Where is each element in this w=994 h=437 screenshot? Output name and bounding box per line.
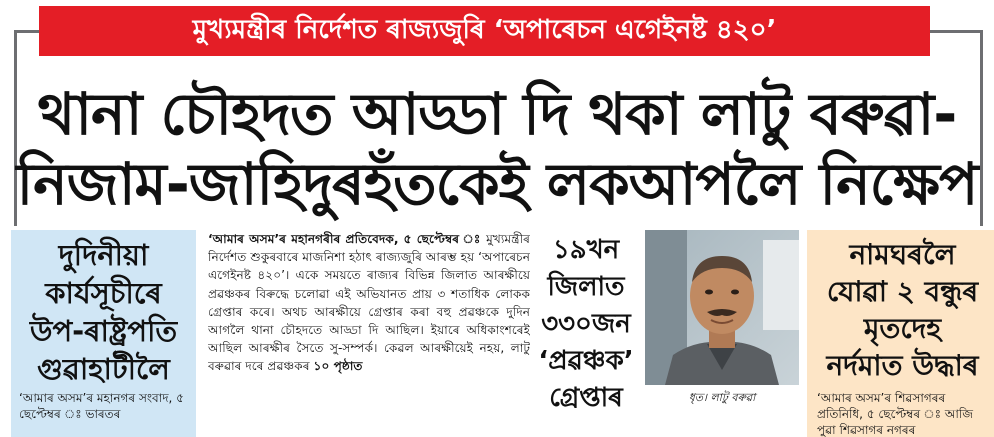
center-story-line: ‘প্ৰৱঞ্চক’ — [538, 346, 634, 376]
center-story-line: ১৯খন — [552, 235, 620, 265]
left-story-title-line: দুদিনীয়া — [58, 238, 149, 272]
left-story-title-line: কাৰ্যসূচীৰে — [45, 276, 162, 310]
right-story-title-line: মৃতদেহ — [863, 312, 942, 345]
photo-caption: ধৃত। লাটু বৰুৱা — [688, 391, 756, 404]
suspect-photo-image — [645, 230, 799, 385]
article-body: মুখ্যমন্ত্ৰীৰ নিৰ্দেশত শুকুৰবাৰে মাজনিশা হঠাৎ ৰাজ্যজুৰি আৰম্ভ হয় ‘অপাৰেচন এগেইনষ্ট ৪২০’। একে সময়তে ৰাজ্যৰ বিভিন্ন জিলাত আৰক্ষীয়ে প্ৰৱঞ্চকৰ বিৰুদ্ধে চলোৱা এই অভিযানত প্ৰায় ৩ শতাধিক লোকক গ্ৰেপ্তাৰ কৰে। অথচ আৰক্ষীয়ে গ্ৰেপ্তাৰ কৰা বহু প্ৰৱঞ্চকে দুদিন আগলৈ থানা চৌহদতে আড্ডা দি আছিল। ইয়াৰে অধিকাংশৰেই আছিল আৰক্ষীৰ সৈতে সু-সম্পৰ্ক। কেৱল আৰক্ষীয়েই নহয়, লাটু বৰুৱাৰ দৰে প্ৰৱঞ্চকৰ — [208, 232, 530, 374]
frame-line-top-right — [930, 30, 983, 33]
headline-line-1: থানা চৌহদত আড্ডা দি থকা লাটু বৰুৱা- — [37, 80, 957, 148]
left-story-title-line: উপ-ৰাষ্ট্ৰপতি — [29, 314, 178, 348]
right-story-title-line: যোৱা ২ বন্ধুৰ — [826, 275, 979, 308]
suspect-photo — [645, 230, 799, 385]
center-story-headline — [534, 232, 638, 417]
frame-line-top-left — [14, 30, 39, 33]
right-story-title-line: নামঘৰলৈ — [849, 238, 956, 271]
right-story-title — [817, 236, 988, 384]
article-continued: ১০ পৃষ্ঠাত — [313, 359, 363, 374]
main-article — [208, 230, 530, 405]
center-story-line: গ্ৰেপ্তাৰ — [549, 383, 623, 413]
right-story-box — [807, 230, 994, 437]
left-story-body: ‘আমাৰ অসম’ৰ মহানগৰ সংবাদ, ৫ ছেপ্টেম্বৰ ঃ ভাৰতৰ — [19, 391, 184, 421]
right-story-title-line: নৰ্দমাত উদ্ধাৰ — [826, 349, 979, 382]
center-story-line: জিলাত — [547, 272, 625, 302]
left-story-title-line: গুৱাহাটীলৈ — [37, 352, 170, 386]
top-banner — [39, 6, 930, 56]
center-story-line: ৩৩০জন — [541, 309, 631, 339]
top-banner-text: মুখ্যমন্ত্ৰীৰ নিৰ্দেশত ৰাজ্যজুৰি ‘অপাৰেচন এগেইনষ্ট ৪২০’ — [192, 15, 777, 45]
left-story-title — [19, 236, 188, 388]
right-story-body: ‘আমাৰ অসম’ৰ শিৱসাগৰৰ প্ৰতিনিধি, ৫ ছেপ্টেম্বৰ ঃ আজি পুৱা শিৱসাগৰ নগৰৰ — [817, 391, 974, 437]
article-source: ‘আমাৰ অসম’ৰ মহানগৰীৰ প্ৰতিবেদক, ৫ ছেপ্টেম্বৰ ঃ — [208, 232, 482, 246]
headline-line-2: নিজাম-জাহিদুৰহঁতকেই লকআপলৈ নিক্ষেপ — [16, 150, 978, 218]
left-story-box — [11, 230, 196, 437]
